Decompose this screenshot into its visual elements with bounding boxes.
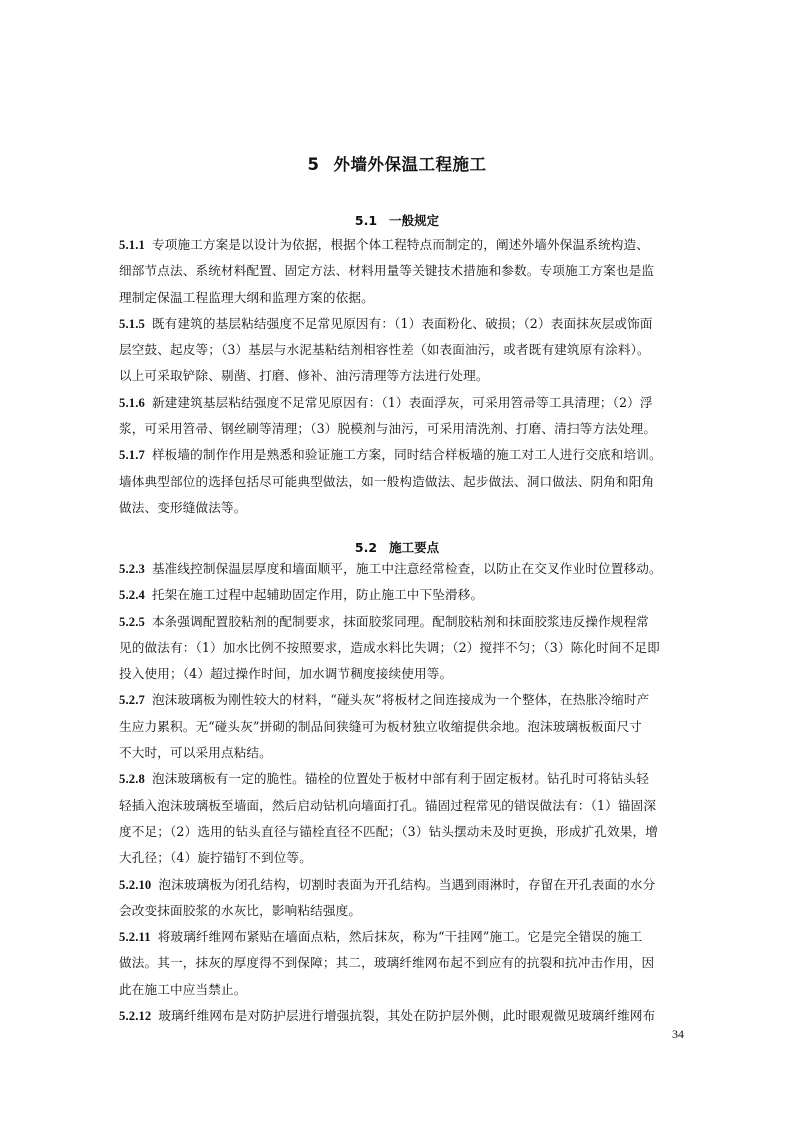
clause-number: 5.2.11	[119, 930, 151, 945]
chapter-number: 5	[307, 155, 320, 174]
clause-number: 5.1.1	[119, 238, 145, 252]
paragraph-line: 5.2.3 基准线控制保温层厚度和墙面顺平，施工中注意经常检查，以防止在交叉作业时位置移动。	[119, 561, 662, 576]
paragraph-line: 5.1.7 样板墙的制作作用是熟悉和验证施工方案，同时结合样板墙的施工对工人进行交底和培训。	[119, 447, 662, 463]
paragraph-line: 5.1.1 专项施工方案是以设计为依据，根据个体工程特点而制定的，阐述外墙外保温系统构造、	[119, 237, 649, 252]
paragraph-line: 5.2.5 本条强调配置胶粘剂的配制要求，抹面胶浆同理。配制胶粘剂和抹面胶浆违反操作规程常	[119, 613, 649, 629]
section-body-5-2	[119, 556, 685, 1029]
paragraph-line: 墙体典型部位的选择包括尽可能典型做法，如一般构造做法、起步做法、洞口做法、阴角和阳角	[119, 473, 655, 489]
paragraph-line: 浆，可采用笤帚、钢丝刷等清理；（3）脱模剂与油污，可采用清洗剂、打磨、清扫等方法处理。	[119, 421, 657, 437]
clause-number: 5.2.10	[119, 877, 152, 892]
paragraph-line: 细部节点法、系统材料配置、固定方法、材料用量等关键技术措施和参数。专项施工方案也是监	[119, 263, 655, 279]
section-number: 5.1	[354, 213, 378, 228]
section-title-text: 一般规定	[389, 213, 440, 228]
paragraph-line: 度不足；（2）选用的钻头直径与锚栓直径不匹配；（3）钻头摆动未及时更换，形成扩孔效果，增	[119, 823, 658, 839]
chapter-title	[0, 151, 794, 175]
chapter-title-text: 外墙外保温工程施工	[333, 155, 487, 174]
clause-number: 5.2.7	[119, 693, 145, 708]
paragraph-line: 5.2.11 将玻璃纤维网布紧贴在墙面点粘，然后抹灰，称为“干挂网”施工。它是完全错误的施工	[119, 929, 643, 945]
clause-number: 5.1.5	[119, 316, 145, 331]
clause-number: 5.1.6	[119, 395, 145, 410]
paragraph-line: 5.2.8 泡沫玻璃板有一定的脆性。锚栓的位置处于板材中部有利于固定板材。钻孔时可将钻头轻	[119, 771, 649, 787]
paragraph-line: 以上可采取铲除、剔凿、打磨、修补、油污清理等方法进行处理。	[119, 368, 489, 384]
paragraph-line: 5.1.6 新建建筑基层粘结强度不足常见原因有：（1）表面浮灰，可采用笤帚等工具清理；（2）浮	[119, 394, 653, 410]
paragraph-line: 做法、变形缝做法等。	[119, 499, 247, 515]
paragraph-line: 此在施工中应当禁止。	[119, 981, 247, 997]
paragraph-line: 见的做法有：（1）加水比例不按照要求，造成水料比失调；（2）搅拌不匀；（3）陈化时间不足即	[119, 639, 660, 655]
section-title-5-1	[0, 211, 794, 229]
section-title-text: 施工要点	[389, 540, 440, 555]
clause-number: 5.2.4	[119, 588, 145, 603]
paragraph-line: 5.1.5 既有建筑的基层粘结强度不足常见原因有：（1）表面粉化、破损；（2）表面抹灰层或饰面	[119, 315, 653, 331]
paragraph-line: 5.2.7 泡沫玻璃板为刚性较大的材料，“碰头灰”将板材之间连接成为一个整体，在热胀冷缩时产	[119, 692, 650, 708]
clause-number: 5.2.5	[119, 614, 145, 629]
paragraph-line: 轻插入泡沫玻璃板至墙面，然后启动钻机向墙面打孔。锚固过程常见的错误做法有：（1）锚固深	[119, 797, 657, 813]
paragraph-line: 不大时，可以采用点粘结。	[119, 745, 272, 761]
clause-number: 5.2.12	[119, 1009, 152, 1024]
clause-number: 5.2.3	[119, 562, 145, 576]
section-number: 5.2	[354, 540, 378, 555]
section-body-5-1	[119, 232, 685, 521]
paragraph-line: 生应力累积。无“碰头灰”拼砌的制品间狭缝可为板材独立收缩提供余地。泡沫玻璃板板面尺寸	[119, 718, 642, 734]
paragraph-line: 层空鼓、起皮等；（3）基层与水泥基粘结剂相容性差（如表面油污，或者既有建筑原有涂料）。	[119, 342, 650, 358]
paragraph-line: 会改变抹面胶浆的水灰比，影响粘结强度。	[119, 902, 362, 918]
paragraph-line: 投入使用；（4）超过操作时间，加水调节稠度接续使用等。	[119, 666, 453, 682]
paragraph-line: 理制定保温工程监理大纲和监理方案的依据。	[119, 289, 374, 305]
paragraph-line: 5.2.4 托架在施工过程中起辅助固定作用，防止施工中下坠滑移。	[119, 587, 484, 603]
paragraph-line: 5.2.10 泡沫玻璃板为闭孔结构，切割时表面为开孔结构。当遇到雨淋时，存留在开孔表面的水分	[119, 876, 656, 892]
section-title-5-2	[0, 538, 794, 556]
paragraph-line: 大孔径；（4）旋拧锚钉不到位等。	[119, 850, 313, 866]
paragraph-line: 5.2.12 玻璃纤维网布是对防护层进行增强抗裂，其处在防护层外侧，此时眼观微见玻璃纤维网布	[119, 1008, 656, 1024]
clause-number: 5.1.7	[119, 448, 145, 463]
page-number: 34	[672, 1027, 684, 1041]
paragraph-line: 做法。其一，抹灰的厚度得不到保障；其二，玻璃纤维网布起不到应有的抗裂和抗冲击作用，因	[119, 955, 655, 971]
clause-number: 5.2.8	[119, 772, 145, 787]
